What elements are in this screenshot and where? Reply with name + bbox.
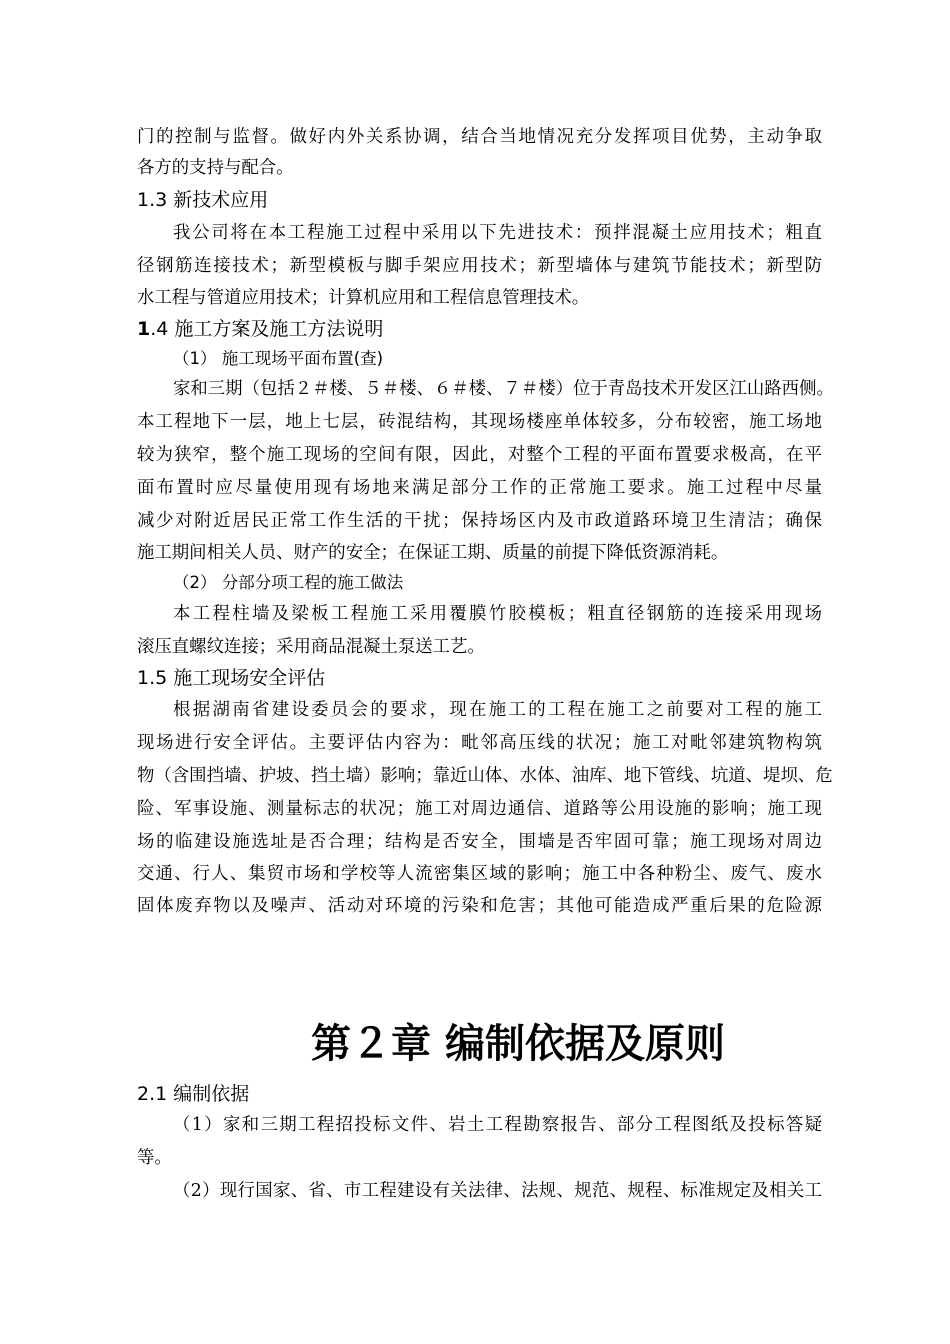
subsection-heading-2: （2） 分部分项工程的施工做法 bbox=[173, 573, 404, 592]
paragraph-line: 家和三期（包括２＃楼、５＃楼、６＃楼、７＃楼）位于青岛技术开发区江山路西侧。 bbox=[173, 379, 834, 399]
paragraph-line: 交通、行人、集贸市场和学校等人流密集区域的影响；施工中各种粉尘、废气、废水 bbox=[137, 864, 822, 884]
paragraph-line: 本工程地下一层，地上七层，砖混结构，其现场楼座单体较多，分布较密，施工场地 bbox=[137, 412, 822, 432]
paragraph-line: 固体废弃物以及噪声、活动对环境的污染和危害；其他可能造成严重后果的危险源 bbox=[137, 896, 822, 916]
section-heading-1-4 bbox=[137, 316, 383, 342]
paragraph-line: 面布置时应尽量使用现有场地来满足部分工作的正常施工要求。施工过程中尽量 bbox=[137, 478, 822, 498]
paragraph-line: （1）家和三期工程招投标文件、岩土工程勘察报告、部分工程图纸及投标答疑 bbox=[173, 1115, 822, 1135]
paragraph-line: 施工期间相关人员、财产的安全；在保证工期、质量的前提下降低资源消耗。 bbox=[137, 543, 729, 563]
section-heading-2-1: 2.1 编制依据 bbox=[137, 1083, 250, 1105]
section-title: .4 施工方案及施工方法说明 bbox=[150, 318, 384, 340]
paragraph-line: 减少对附近居民正常工作生活的干扰；保持场区内及市政道路环境卫生清洁；确保 bbox=[137, 511, 822, 531]
paragraph-line: 现场进行安全评估。主要评估内容为：毗邻高压线的状况；施工对毗邻建筑物构筑 bbox=[137, 733, 822, 753]
paragraph-line: 较为狭窄，整个施工现场的空间有限，因此，对整个工程的平面布置要求极高，在平 bbox=[137, 445, 822, 465]
paragraph-line: 等。 bbox=[137, 1148, 172, 1168]
paragraph-line: 径钢筋连接技术；新型模板与脚手架应用技术；新型墙体与建筑节能技术；新型防 bbox=[137, 256, 822, 276]
chapter-title: 第２章 编制依据及原则 bbox=[311, 1021, 725, 1067]
section-heading-1-3: 1.3 新技术应用 bbox=[137, 189, 269, 211]
subsection-heading-1: （1） 施工现场平面布置(查) bbox=[173, 349, 384, 368]
paragraph-line: 门的控制与监督。做好内外关系协调，结合当地情况充分发挥项目优势，主动争取 bbox=[137, 127, 822, 147]
paragraph-line: 根据湖南省建设委员会的要求，现在施工的工程在施工之前要对工程的施工 bbox=[173, 700, 822, 720]
paragraph-line: （2）现行国家、省、市工程建设有关法律、法规、规范、规程、标准规定及相关工 bbox=[173, 1181, 822, 1201]
paragraph-line: 滚压直螺纹连接；采用商品混凝土泵送工艺。 bbox=[137, 637, 485, 657]
section-number: 1 bbox=[137, 318, 151, 340]
paragraph-line: 水工程与管道应用技术；计算机应用和工程信息管理技术。 bbox=[137, 288, 590, 308]
paragraph-line: 险、军事设施、测量标志的状况；施工对周边通信、道路等公用设施的影响；施工现 bbox=[137, 799, 822, 819]
section-heading-1-5: 1.5 施工现场安全评估 bbox=[137, 667, 326, 689]
paragraph-line: 物（含围挡墙、护坡、挡土墙）影响；靠近山体、水体、油库、地下管线、坑道、堤坝、危 bbox=[137, 766, 833, 786]
paragraph-line: 各方的支持与配合。 bbox=[137, 158, 294, 178]
paragraph-line: 场的临建设施选址是否合理；结构是否安全，围墙是否牢固可靠；施工现场对周边 bbox=[137, 832, 822, 852]
paragraph-line: 本工程柱墙及梁板工程施工采用覆膜竹胶模板；粗直径钢筋的连接采用现场 bbox=[173, 604, 822, 624]
paragraph-line: 我公司将在本工程施工过程中采用以下先进技术：预拌混凝土应用技术；粗直 bbox=[173, 223, 822, 243]
